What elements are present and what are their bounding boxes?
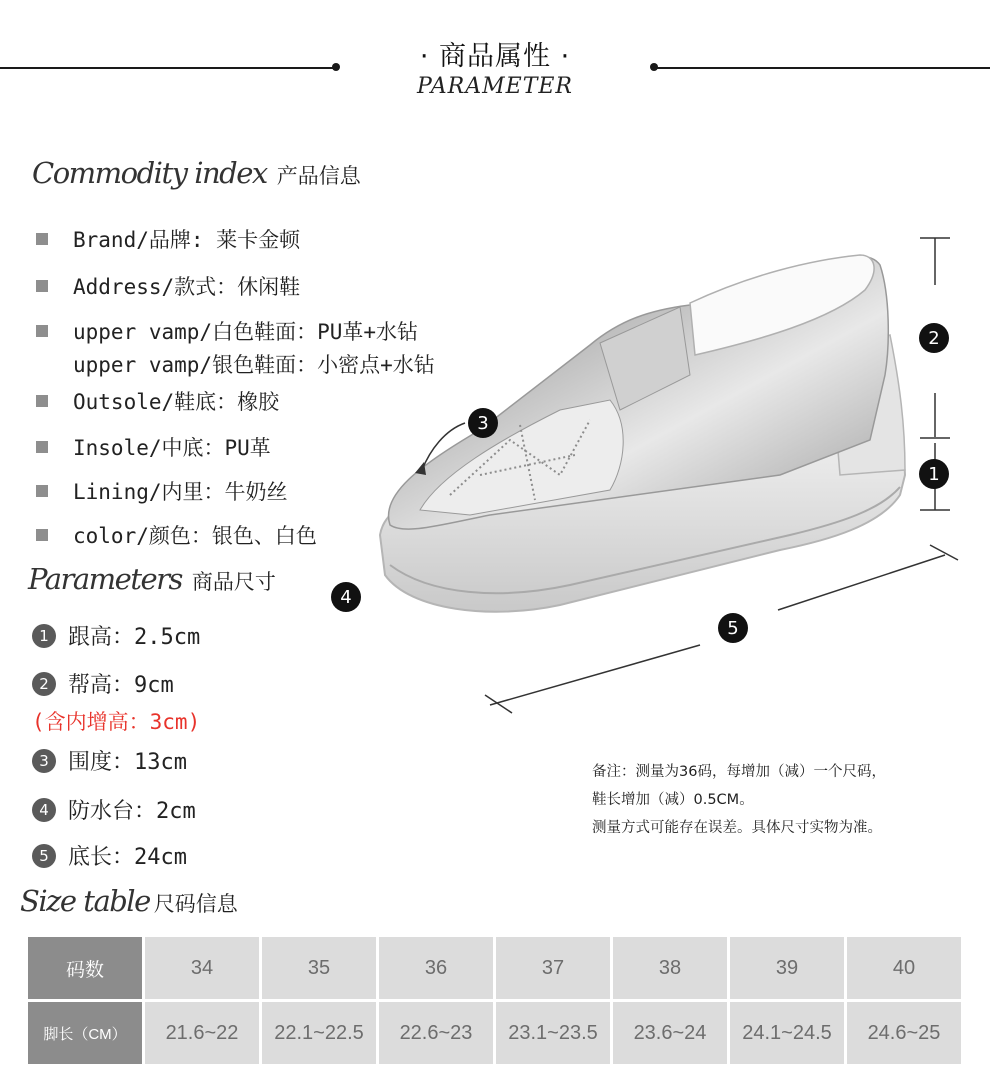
header-line-left bbox=[0, 67, 336, 69]
note-line-2: 鞋长增加（减）0.5CM。 bbox=[592, 792, 754, 808]
commodity-title-cn: 产品信息 bbox=[276, 164, 361, 188]
length-cell: 23.6~24 bbox=[613, 1002, 727, 1064]
length-row bbox=[28, 1002, 961, 1064]
dim-line-length-left bbox=[490, 645, 700, 705]
dim-line-length-right bbox=[778, 555, 945, 610]
header-title: · 商品属性 · bbox=[419, 41, 571, 72]
number-5-icon: 5 bbox=[32, 844, 56, 868]
number-4-icon: 4 bbox=[32, 798, 56, 822]
number-2-icon: 2 bbox=[32, 672, 56, 696]
length-cell: 21.6~22 bbox=[145, 1002, 259, 1064]
diagram-marker-4: 4 bbox=[331, 582, 361, 612]
note-line-3: 测量方式可能存在误差。具体尺寸实物为准。 bbox=[592, 820, 882, 836]
parameters-title-cn: 商品尺寸 bbox=[191, 570, 276, 594]
diagram-marker-5: 5 bbox=[718, 613, 748, 643]
size-table bbox=[25, 934, 964, 1067]
length-cell: 24.1~24.5 bbox=[730, 1002, 844, 1064]
spec-item-upper-white: upper vamp/白色鞋面：PU革+水钻 bbox=[36, 316, 418, 346]
length-cell: 23.1~23.5 bbox=[496, 1002, 610, 1064]
spec-item-outsole: Outsole/鞋底：橡胶 bbox=[36, 386, 279, 416]
number-1-icon: 1 bbox=[32, 624, 56, 648]
bullet-icon bbox=[36, 485, 48, 497]
length-cell: 22.1~22.5 bbox=[262, 1002, 376, 1064]
header-dot-left bbox=[332, 63, 340, 71]
spec-item-lining: Lining/内里：牛奶丝 bbox=[36, 476, 288, 506]
size-cell: 38 bbox=[613, 937, 727, 999]
length-cell: 24.6~25 bbox=[847, 1002, 961, 1064]
size-cell: 35 bbox=[262, 937, 376, 999]
bullet-icon bbox=[36, 529, 48, 541]
bullet-icon bbox=[36, 395, 48, 407]
bullet-icon bbox=[36, 325, 48, 337]
commodity-section-title bbox=[32, 156, 361, 190]
size-row-label: 码数 bbox=[28, 937, 142, 999]
commodity-title-en: Commodity index bbox=[32, 156, 267, 190]
spec-item-color: color/颜色：银色、白色 bbox=[36, 520, 317, 550]
param-platform: 4 防水台：2cm bbox=[32, 794, 196, 825]
param-upper-height: 2 帮高：9cm bbox=[32, 668, 174, 699]
param-girth: 3 围度：13cm bbox=[32, 745, 187, 776]
param-heel-height: 1 跟高：2.5cm bbox=[32, 620, 200, 651]
number-3-icon: 3 bbox=[32, 749, 56, 773]
param-sole-length: 5 底长：24cm bbox=[32, 840, 187, 871]
size-cell: 40 bbox=[847, 937, 961, 999]
diagram-marker-3: 3 bbox=[468, 408, 498, 438]
diagram-marker-1: 1 bbox=[919, 459, 949, 489]
parameters-title-en: Parameters bbox=[28, 562, 182, 596]
size-table-title-cn: 尺码信息 bbox=[153, 892, 238, 916]
spec-item-upper-silver: upper vamp/银色鞋面：小密点+水钻 bbox=[73, 353, 435, 377]
size-cell: 39 bbox=[730, 937, 844, 999]
diagram-marker-2: 2 bbox=[919, 323, 949, 353]
bullet-icon bbox=[36, 233, 48, 245]
size-cell: 34 bbox=[145, 937, 259, 999]
size-cell: 36 bbox=[379, 937, 493, 999]
bullet-icon bbox=[36, 280, 48, 292]
bullet-icon bbox=[36, 441, 48, 453]
size-table-title-en: Size table bbox=[20, 884, 150, 918]
spec-item-insole: Insole/中底：PU革 bbox=[36, 432, 271, 462]
size-table-section-title bbox=[20, 884, 238, 918]
length-row-label: 脚长（CM） bbox=[28, 1002, 142, 1064]
dim-line-length-left-tick bbox=[485, 695, 512, 713]
parameters-section-title bbox=[28, 562, 276, 596]
spec-item-brand: Brand/品牌: 莱卡金顿 bbox=[36, 224, 300, 254]
param-inner-lift-note: (含内增高：3cm) bbox=[32, 710, 201, 734]
size-cell: 37 bbox=[496, 937, 610, 999]
spec-item-style: Address/款式：休闲鞋 bbox=[36, 271, 300, 301]
header-subtitle: PARAMETER bbox=[416, 74, 573, 99]
size-row bbox=[28, 937, 961, 999]
dim-line-length-right-tick bbox=[930, 545, 958, 560]
length-cell: 22.6~23 bbox=[379, 1002, 493, 1064]
header-dot-right bbox=[650, 63, 658, 71]
header-line-right bbox=[654, 67, 990, 69]
note-line-1: 备注：测量为36码，每增加（减）一个尺码， bbox=[592, 764, 886, 780]
shoe-diagram bbox=[360, 225, 980, 725]
